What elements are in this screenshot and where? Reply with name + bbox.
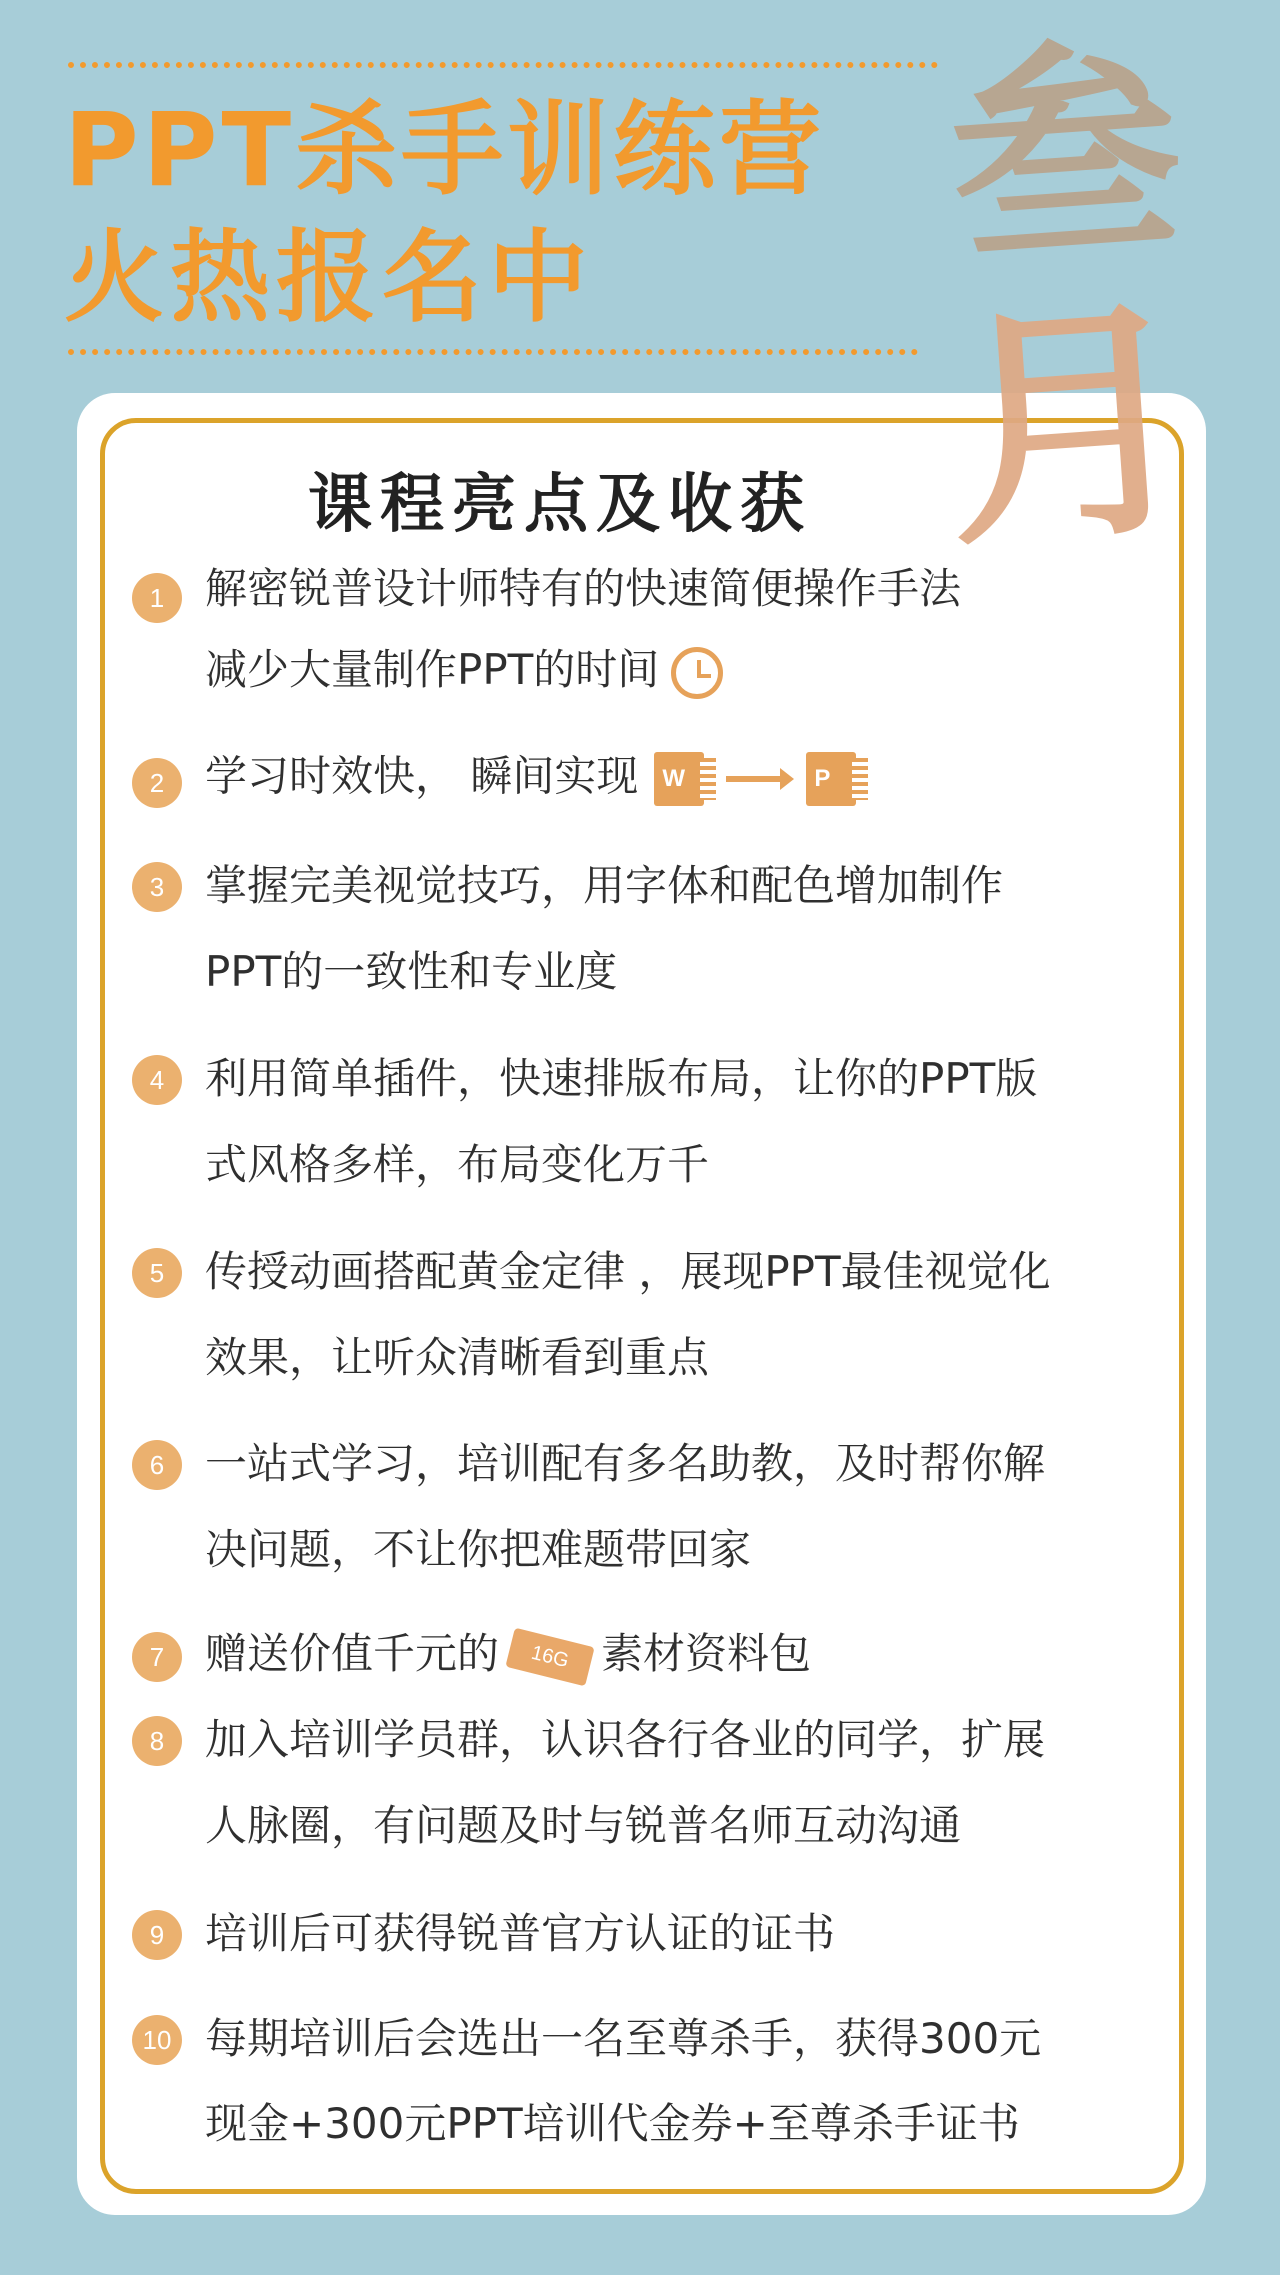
number-badge: 10 (132, 2015, 182, 2065)
item-text: 人脉圈，有问题及时与锐普名师互动沟通 (205, 1801, 962, 1850)
section-heading: 课程亮点及收获 (308, 467, 812, 542)
number-badge: 7 (132, 1632, 182, 1682)
item-text: 一站式学习，培训配有多名助教，及时帮你解 (205, 1439, 1046, 1488)
calligraphy-yue: 月 (935, 269, 1205, 581)
number-badge: 4 (132, 1055, 182, 1105)
item-text: 掌握完美视觉技巧，用字体和配色增加制作 (205, 861, 1004, 910)
item-text: 赠送价值千元的 16G 素材资料包 (205, 1630, 811, 1678)
number-badge: 5 (132, 1248, 182, 1298)
item-text: 现金+300元PPT培训代金券+至尊杀手证书 (205, 2099, 1020, 2148)
number-badge: 1 (132, 573, 182, 623)
poster-title-line2: 火热报名中 (64, 219, 594, 336)
number-badge: 6 (132, 1440, 182, 1490)
dotted-divider-bottom (68, 349, 918, 355)
item-text: 式风格多样，布局变化万千 (205, 1140, 710, 1189)
number-badge: 2 (132, 758, 182, 808)
number-badge: 9 (132, 1910, 182, 1960)
item-text: 减少大量制作PPT的时间 (205, 646, 723, 699)
item-text: 传授动画搭配黄金定律 ，展现PPT最佳视觉化 (205, 1247, 1051, 1296)
item-text: 每期培训后会选出一名至尊杀手，获得300元 (205, 2014, 1042, 2063)
item-text: PPT的一致性和专业度 (205, 947, 618, 996)
usb-drive-icon: 16G (505, 1627, 594, 1686)
item-text: 效果，让听众清晰看到重点 (205, 1333, 710, 1382)
arrow-right-icon (726, 776, 790, 782)
word-doc-icon: W (654, 752, 704, 806)
item-text: 培训后可获得锐普官方认证的证书 (205, 1909, 836, 1958)
item-text: 加入培训学员群，认识各行各业的同学，扩展 (205, 1715, 1046, 1764)
number-badge: 3 (132, 862, 182, 912)
number-badge: 8 (132, 1716, 182, 1766)
item-text: 决问题，不让你把难题带回家 (205, 1525, 752, 1574)
poster-title-line1: PPT杀手训练营 (64, 91, 826, 210)
powerpoint-icon: P (806, 752, 856, 806)
calligraphy-san: 叁 (940, 12, 1190, 298)
item-text: 学习时效快， 瞬间实现 W P (205, 752, 856, 806)
item-text: 解密锐普设计师特有的快速简便操作手法 (205, 564, 962, 613)
clock-icon (671, 647, 723, 699)
item-text: 利用简单插件，快速排版布局，让你的PPT版 (205, 1054, 1038, 1103)
dotted-divider-top (68, 62, 938, 68)
